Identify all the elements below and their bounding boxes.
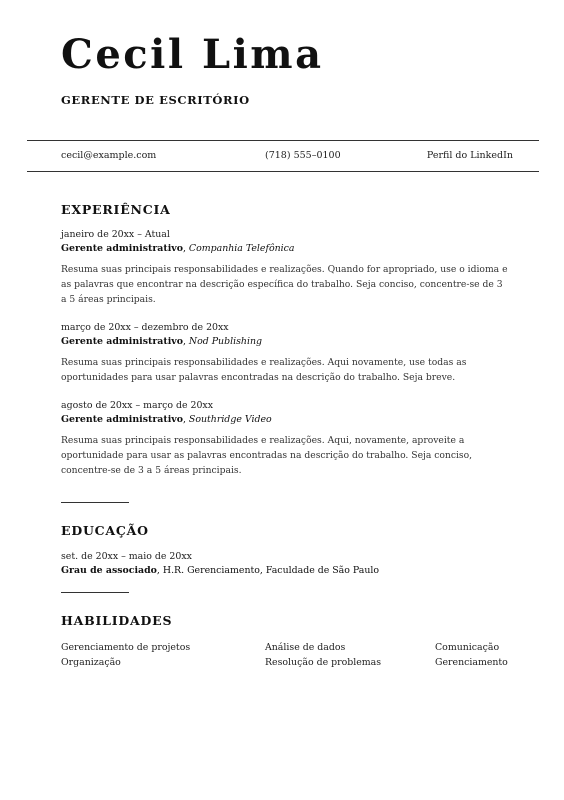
job-title: GERENTE DE ESCRITÓRIO	[61, 93, 250, 107]
skills-column-3	[435, 640, 508, 670]
job-role-line: Gerente administrativo, Nod Publishing	[61, 336, 262, 347]
education-dates: set. de 20xx – maio de 20xx	[61, 551, 192, 562]
job-dates: agosto de 20xx – março de 20xx	[61, 400, 213, 411]
education-degree: Grau de associado	[61, 565, 157, 576]
contact-bar	[27, 140, 539, 172]
contact-linkedin[interactable]: Perfil do LinkedIn	[426, 150, 513, 161]
experience-entry-1	[61, 228, 511, 307]
education-line: Grau de associado, H.R. Gerenciamento, Faculdade de São Paulo	[61, 565, 380, 576]
resume-content	[61, 202, 511, 672]
contact-phone: (718) 555–0100	[265, 150, 341, 161]
job-role: Gerente administrativo	[61, 414, 183, 425]
skill-item: Gerenciamento	[435, 657, 508, 668]
job-company: Nod Publishing	[188, 336, 262, 347]
education-institution: H.R. Gerenciamento, Faculdade de São Paulo	[162, 565, 380, 576]
job-description: Resuma suas principais responsabilidades e realizações. Quando for apropriado, use o idioma e as palavras que encontrar na descrição específica do trabalho. Seja conciso, concentre-se de 3 a 5 áreas principais.	[61, 264, 508, 305]
job-role: Gerente administrativo	[61, 243, 183, 254]
skill-item: Gerenciamento de projetos	[61, 642, 191, 653]
skills-heading: HABILIDADES	[61, 613, 173, 628]
experience-entry-2	[61, 321, 511, 385]
education-heading: EDUCAÇÃO	[61, 523, 149, 538]
skill-item: Análise de dados	[265, 642, 346, 653]
job-role-line: Gerente administrativo, Southridge Video	[61, 414, 272, 425]
skill-item: Comunicação	[435, 642, 500, 653]
experience-entry-3	[61, 399, 511, 478]
contact-email[interactable]: cecil@example.com	[61, 150, 157, 161]
experience-heading: EXPERIÊNCIA	[61, 202, 171, 217]
skill-item: Organização	[61, 657, 121, 668]
job-description: Resuma suas principais responsabilidades e realizações. Aqui novamente, use todas as oportunidades para usar palavras encontradas na descrição do trabalho. Seja breve.	[61, 357, 467, 383]
job-company: Southridge Video	[188, 414, 272, 425]
job-dates: janeiro de 20xx – Atual	[61, 229, 170, 240]
skills-grid	[61, 640, 511, 672]
job-role: Gerente administrativo	[61, 336, 183, 347]
section-divider	[61, 502, 129, 503]
skill-item: Resolução de problemas	[265, 657, 382, 668]
job-role-line: Gerente administrativo, Companhia Telefônica	[61, 243, 295, 254]
section-divider	[61, 592, 129, 593]
job-dates: março de 20xx – dezembro de 20xx	[61, 322, 229, 333]
skills-column-1	[61, 640, 190, 670]
candidate-name: Cecil Lima	[61, 31, 324, 78]
skills-column-2	[265, 640, 381, 670]
job-description: Resuma suas principais responsabilidades e realizações. Aqui, novamente, aproveite a oportunidade para usar as palavras encontradas na descrição do trabalho. Seja conciso, concentre-se de 3 a 5 áreas principais.	[61, 435, 473, 476]
job-company: Companhia Telefônica	[188, 243, 295, 254]
education-entry	[61, 550, 511, 578]
